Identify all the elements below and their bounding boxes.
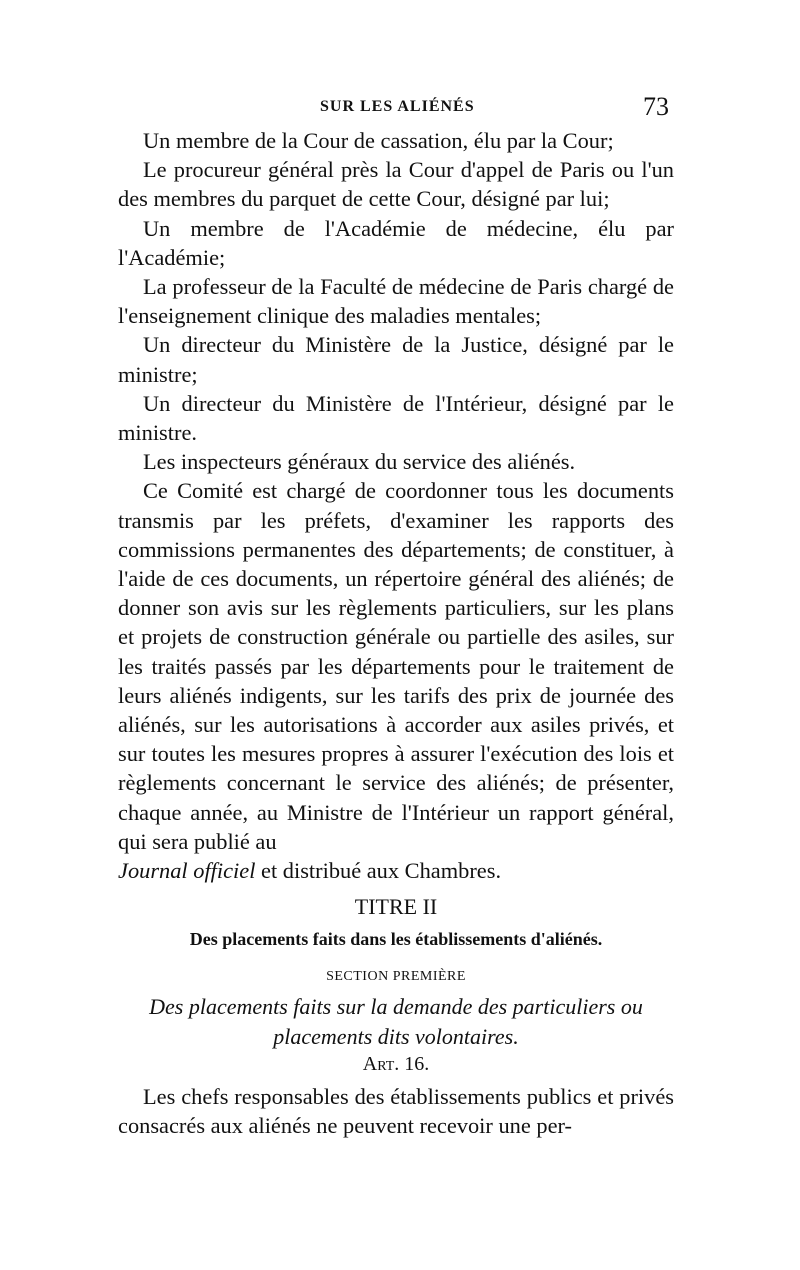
paragraph-procureur: Le procureur général près la Cour d'appel de Paris ou l'un des membres du parquet de cette Cour, désigné par lui;: [118, 157, 674, 212]
body-text: [118, 126, 674, 885]
paragraph-directeur-interieur: Un directeur du Ministère de l'Intérieur, désigné par le ministre.: [118, 390, 674, 446]
paragraph-directeur-justice: Un directeur du Ministère de la Justice, désigné par le ministre;: [118, 332, 674, 387]
journal-officiel-italic: Journal officiel: [118, 858, 256, 884]
running-title: SUR LES ALIÉNÉS: [320, 98, 475, 115]
page-number: 73: [643, 92, 669, 121]
last-line-rest: et distribué aux Chambres.: [255, 858, 502, 884]
titre-heading: TITRE II: [354, 894, 438, 919]
titre-subtitle: Des placements faits dans les établissements d'aliénés.: [189, 929, 603, 949]
section-heading: SECTION PREMIÈRE: [326, 969, 466, 984]
paragraph-academie: Un membre de l'Académie de médecine, élu par l'Académie;: [118, 215, 674, 270]
paragraph-chefs-responsables: Les chefs responsables des établissements publics et privés consacrés aux aliénés ne peuvent recevoir une per-: [118, 1084, 674, 1139]
paragraph-cour-cassation: Un membre de la Cour de cassation, élu par la Cour;: [143, 128, 614, 153]
paragraph-last-line: [118, 856, 674, 885]
section-title-line2: placements dits volontaires.: [273, 1024, 519, 1049]
running-head: [0, 92, 800, 122]
paragraph-professeur: La professeur de la Faculté de médecine de Paris chargé de l'enseignement clinique des maladies mentales;: [118, 274, 674, 329]
closing-text: [118, 1082, 674, 1140]
section-title-line1: Des placements faits sur la demande des particuliers ou: [149, 994, 643, 1019]
article-number: Art. 16.: [362, 1053, 430, 1075]
section-title: [118, 992, 674, 1052]
paragraph-comite: Ce Comité est chargé de coordonner tous les documents transmis par les préfets, d'examiner les rapports des commissions permanentes des départements; de constituer, à l'aide de ces documents, un répertoire général des aliénés; de donner son avis sur les règlements particuliers, sur les plans et projets de construction générale ou partielle des asiles, sur les traités passés par les départements pour le traitement de leurs aliénés indigents, sur les tarifs des prix de journée des aliénés, sur les autorisations à accorder aux asiles privés, et sur toutes les mesures propres à assurer l'exécution des lois et règlements concernant le service des aliénés; de présenter, chaque année, au Ministre de l'Intérieur un rapport général, qui sera publié au: [118, 478, 674, 854]
paragraph-inspecteurs: Les inspecteurs généraux du service des aliénés.: [143, 449, 576, 475]
